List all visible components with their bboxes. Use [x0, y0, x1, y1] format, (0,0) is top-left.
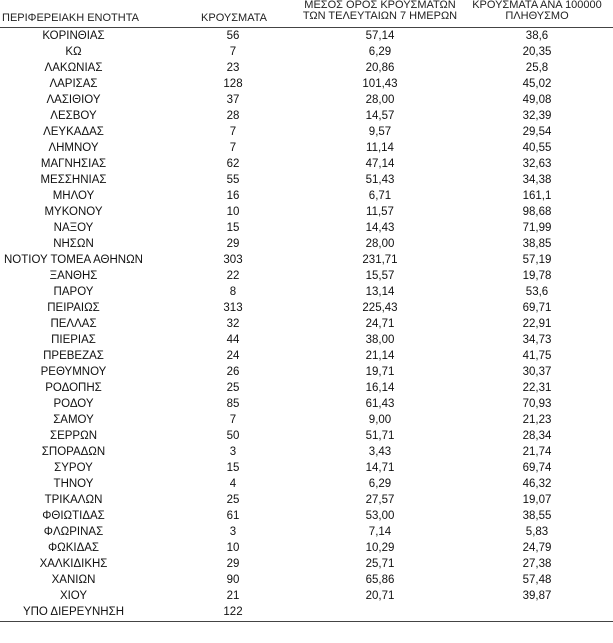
table-row	[0, 300, 613, 316]
table-row	[0, 236, 613, 252]
cell-cases: 3	[229, 526, 237, 538]
cell-avg: 15,57	[365, 270, 395, 282]
header-cases: ΚΡΟΥΣΜΑΤΑ	[201, 12, 267, 24]
cell-per-capita: 38,6	[525, 30, 549, 42]
cell-region: ΡΕΘΥΜΝΟΥ	[40, 366, 107, 378]
cell-cases: 28	[226, 110, 240, 122]
cell-per-capita: 41,75	[522, 350, 552, 362]
cell-cases: 32	[226, 318, 240, 330]
cell-region: ΜΥΚΟΝΟΥ	[44, 206, 103, 218]
cell-region: ΛΕΣΒΟΥ	[50, 110, 97, 122]
cell-avg: 3,43	[368, 446, 392, 458]
cell-region: ΝΟΤΙΟΥ ΤΟΜΕΑ ΑΘΗΝΩΝ	[4, 254, 143, 266]
cell-avg: 24,71	[365, 318, 395, 330]
cell-avg: 7,14	[368, 526, 392, 538]
cell-region: ΥΠΟ ΔΙΕΡΕΥΝΗΣΗ	[22, 606, 125, 618]
cell-cases: 3	[229, 446, 237, 458]
cell-region: ΜΕΣΣΗΝΙΑΣ	[40, 174, 107, 186]
table-row	[0, 524, 613, 540]
cell-region: ΝΑΞΟΥ	[53, 222, 94, 234]
cell-cases: 26	[226, 366, 240, 378]
cell-per-capita: 21,23	[522, 414, 552, 426]
cell-cases: 25	[226, 494, 240, 506]
table-row	[0, 220, 613, 236]
cell-region: ΠΡΕΒΕΖΑΣ	[43, 350, 104, 362]
cell-region: ΜΑΓΝΗΣΙΑΣ	[40, 158, 107, 170]
table-row	[0, 188, 613, 204]
cell-avg: 6,29	[368, 478, 392, 490]
cell-per-capita: 28,34	[522, 430, 552, 442]
cell-avg: 21,14	[365, 350, 395, 362]
table-row	[0, 364, 613, 380]
header-avg	[300, 0, 460, 22]
table-row	[0, 348, 613, 364]
cell-per-capita: 53,6	[525, 286, 549, 298]
table-row	[0, 60, 613, 76]
cell-avg: 53,00	[365, 510, 395, 522]
cell-per-capita: 49,08	[522, 94, 552, 106]
table-row	[0, 604, 613, 620]
cell-region: ΣΠΟΡΑΔΩΝ	[41, 446, 106, 458]
cell-cases: 16	[226, 190, 240, 202]
cell-region: ΦΩΚΙΔΑΣ	[47, 542, 100, 554]
header-avg-line1: ΜΕΣΟΣ ΟΡΟΣ ΚΡΟΥΣΜΑΤΩΝ	[304, 0, 456, 11]
cell-avg: 16,14	[365, 382, 395, 394]
table-row	[0, 588, 613, 604]
cell-per-capita: 45,02	[522, 78, 552, 90]
cell-region: ΠΕΛΛΑΣ	[50, 318, 97, 330]
cell-avg: 47,14	[365, 158, 395, 170]
cell-region: ΣΕΡΡΩΝ	[49, 430, 98, 442]
cell-region: ΤΗΝΟΥ	[53, 478, 94, 490]
cell-cases: 62	[226, 158, 240, 170]
cell-avg: 14,57	[365, 110, 395, 122]
cell-avg: 11,57	[366, 206, 394, 218]
cell-avg: 20,86	[365, 62, 395, 74]
table-row	[0, 540, 613, 556]
cell-avg: 28,00	[365, 238, 395, 250]
cell-per-capita: 19,78	[522, 270, 552, 282]
header-per-line1: ΚΡΟΥΣΜΑΤΑ ΑΝΑ 100000	[472, 0, 602, 11]
cell-avg: 231,71	[362, 254, 398, 266]
cell-region: ΡΟΔΟΥ	[53, 398, 94, 410]
table-row	[0, 556, 613, 572]
cell-cases: 22	[226, 270, 240, 282]
cell-avg: 61,43	[365, 398, 395, 410]
cell-region: ΛΑΚΩΝΙΑΣ	[44, 62, 103, 74]
cell-per-capita: 57,48	[522, 574, 552, 586]
table-row	[0, 28, 613, 44]
cell-cases: 44	[226, 334, 240, 346]
cell-cases: 29	[226, 558, 240, 570]
bottom-divider	[0, 621, 613, 622]
cell-region: ΞΑΝΘΗΣ	[49, 270, 98, 282]
cell-per-capita: 34,73	[522, 334, 552, 346]
table-row	[0, 428, 613, 444]
cell-avg: 28,00	[365, 94, 395, 106]
cell-cases: 128	[223, 78, 243, 90]
table-row	[0, 412, 613, 428]
cell-cases: 7	[229, 414, 237, 426]
cell-cases: 85	[226, 398, 240, 410]
cell-cases: 15	[226, 222, 240, 234]
cell-region: ΠΙΕΡΙΑΣ	[51, 334, 96, 346]
cell-per-capita: 38,55	[522, 510, 552, 522]
cell-region: ΧΑΝΙΩΝ	[51, 574, 96, 586]
cell-per-capita: 57,19	[522, 254, 552, 266]
table-row	[0, 444, 613, 460]
cell-per-capita: 32,39	[522, 110, 552, 122]
cell-avg: 57,14	[365, 30, 395, 42]
table-row	[0, 316, 613, 332]
cell-region: ΣΑΜΟΥ	[53, 414, 94, 426]
cell-per-capita: 69,71	[522, 302, 552, 314]
cell-avg: 225,43	[362, 302, 398, 314]
cell-region: ΚΩ	[65, 46, 82, 58]
cell-avg: 51,71	[365, 430, 395, 442]
table-row	[0, 124, 613, 140]
table-row	[0, 396, 613, 412]
cell-cases: 25	[226, 382, 240, 394]
cell-per-capita: 34,38	[522, 174, 552, 186]
table-row	[0, 284, 613, 300]
cell-cases: 37	[226, 94, 240, 106]
cell-per-capita: 161,1	[522, 190, 552, 202]
cell-avg: 9,00	[368, 414, 392, 426]
cell-per-capita: 20,35	[522, 46, 552, 58]
table-row	[0, 380, 613, 396]
cell-cases: 303	[223, 254, 243, 266]
cell-cases: 122	[223, 606, 243, 618]
cell-cases: 10	[226, 542, 240, 554]
cell-per-capita: 69,74	[522, 462, 552, 474]
cell-avg: 9,57	[368, 126, 392, 138]
cell-per-capita: 71,99	[522, 222, 552, 234]
cell-cases: 7	[229, 142, 237, 154]
cell-per-capita: 39,87	[522, 590, 552, 602]
cell-region: ΛΕΥΚΑΔΑΣ	[43, 126, 104, 138]
cell-avg: 27,57	[365, 494, 395, 506]
header-region: ΠΕΡΙΦΕΡΕΙΑΚΗ ΕΝΟΤΗΤΑ	[2, 12, 139, 24]
cell-avg: 13,14	[365, 286, 395, 298]
cell-per-capita: 27,38	[522, 558, 552, 570]
cell-region: ΛΑΣΙΘΙΟΥ	[46, 94, 101, 106]
table-row	[0, 492, 613, 508]
table-row	[0, 460, 613, 476]
cell-region: ΝΗΣΩΝ	[53, 238, 94, 250]
header-avg-line2: ΤΩΝ ΤΕΛΕΥΤΑΙΩΝ 7 ΗΜΕΡΩΝ	[302, 10, 458, 22]
cell-region: ΡΟΔΟΠΗΣ	[45, 382, 102, 394]
cell-per-capita: 70,93	[522, 398, 552, 410]
cell-per-capita: 24,79	[522, 542, 552, 554]
cell-per-capita: 22,91	[522, 318, 552, 330]
cell-avg: 11,14	[366, 142, 394, 154]
cell-per-capita: 22,31	[522, 382, 552, 394]
cell-avg: 38,00	[365, 334, 395, 346]
table-row	[0, 92, 613, 108]
table-row	[0, 76, 613, 92]
cell-region: ΧΑΛΚΙΔΙΚΗΣ	[39, 558, 108, 570]
cell-cases: 4	[229, 478, 237, 490]
table-row	[0, 252, 613, 268]
table-body	[0, 28, 613, 620]
cell-region: ΠΕΙΡΑΙΩΣ	[47, 302, 100, 314]
table-row	[0, 108, 613, 124]
cell-per-capita: 46,32	[522, 478, 552, 490]
cell-avg: 14,71	[365, 462, 395, 474]
cell-per-capita: 29,54	[522, 126, 552, 138]
cell-cases: 15	[226, 462, 240, 474]
cell-region: ΛΑΡΙΣΑΣ	[49, 78, 98, 90]
table-row	[0, 332, 613, 348]
cell-cases: 90	[226, 574, 240, 586]
table-row	[0, 44, 613, 60]
cell-avg: 101,43	[362, 78, 398, 90]
cell-cases: 55	[226, 174, 240, 186]
table-row	[0, 140, 613, 156]
cell-avg: 14,43	[365, 222, 395, 234]
cell-cases: 21	[226, 590, 240, 602]
cell-cases: 61	[226, 510, 240, 522]
table-row	[0, 156, 613, 172]
cell-cases: 29	[226, 238, 240, 250]
cell-cases: 10	[226, 206, 240, 218]
cell-per-capita: 32,63	[522, 158, 552, 170]
header-per-line2: ΠΛΗΘΥΣΜΟ	[505, 10, 569, 22]
cell-region: ΣΥΡΟΥ	[54, 462, 93, 474]
cell-per-capita: 30,37	[522, 366, 552, 378]
cell-per-capita: 98,68	[522, 206, 552, 218]
table-row	[0, 572, 613, 588]
cell-avg: 6,71	[368, 190, 392, 202]
cell-avg: 10,29	[365, 542, 395, 554]
cell-cases: 56	[226, 30, 240, 42]
cell-region: ΤΡΙΚΑΛΩΝ	[44, 494, 103, 506]
cell-cases: 50	[226, 430, 240, 442]
cell-region: ΦΛΩΡΙΝΑΣ	[43, 526, 104, 538]
table-row	[0, 476, 613, 492]
cell-per-capita: 38,85	[522, 238, 552, 250]
cell-region: ΧΙΟΥ	[59, 590, 88, 602]
table-row	[0, 508, 613, 524]
cell-region: ΚΟΡΙΝΘΙΑΣ	[42, 30, 105, 42]
cell-avg: 51,43	[365, 174, 395, 186]
cell-per-capita: 25,8	[525, 62, 549, 74]
cell-avg: 6,29	[368, 46, 392, 58]
table-row	[0, 172, 613, 188]
cell-region: ΛΗΜΝΟΥ	[48, 142, 99, 154]
table-header	[0, 0, 613, 28]
cell-per-capita: 40,55	[522, 142, 552, 154]
cell-cases: 7	[229, 46, 237, 58]
cell-region: ΠΑΡΟΥ	[53, 286, 94, 298]
cell-cases: 313	[223, 302, 243, 314]
table-row	[0, 268, 613, 284]
cell-region: ΜΗΛΟΥ	[52, 190, 95, 202]
cell-cases: 23	[226, 62, 240, 74]
cell-cases: 7	[229, 126, 237, 138]
cell-per-capita: 19,07	[522, 494, 552, 506]
cell-avg: 20,71	[365, 590, 395, 602]
cell-cases: 24	[226, 350, 240, 362]
cell-region: ΦΘΙΩΤΙΔΑΣ	[42, 510, 105, 522]
cell-cases: 8	[229, 286, 237, 298]
cell-per-capita: 5,83	[525, 526, 549, 538]
cell-avg: 65,86	[365, 574, 395, 586]
cell-per-capita: 21,74	[522, 446, 552, 458]
table-row	[0, 204, 613, 220]
cell-avg: 19,71	[365, 366, 395, 378]
cell-avg: 25,71	[365, 558, 395, 570]
header-per-capita	[462, 0, 612, 22]
